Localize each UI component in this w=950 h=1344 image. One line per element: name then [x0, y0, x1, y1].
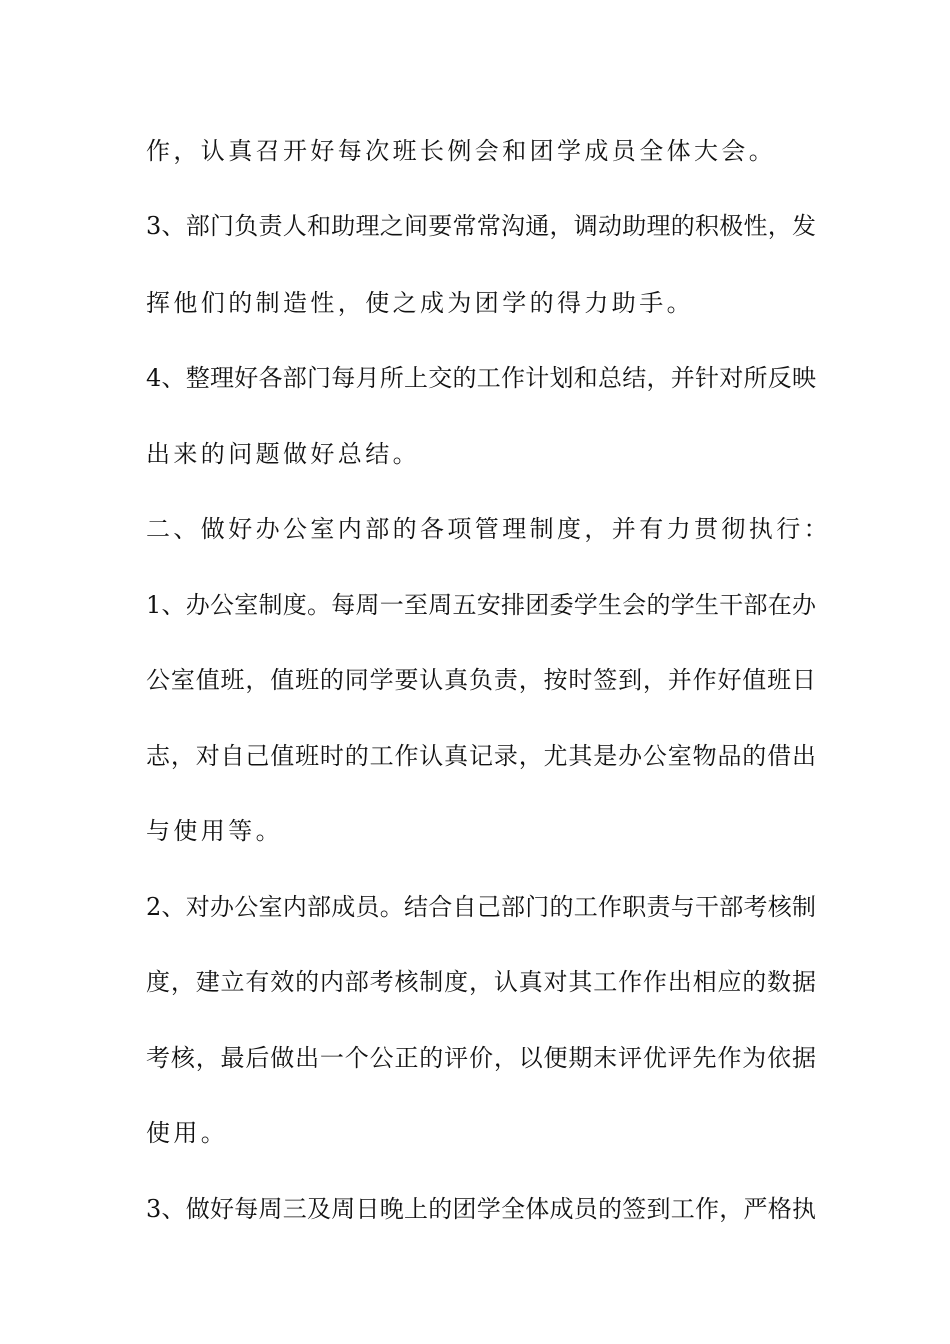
text-line: 与使用等。	[146, 817, 283, 845]
text-line: 3、做好每周三及周日晚上的团学全体成员的签到工作，严格执	[146, 1195, 816, 1223]
text-line: 2、对办公室内部成员。结合自己部门的工作职责与干部考核制	[146, 893, 816, 921]
text-line: 3、部门负责人和助理之间要常常沟通，调动助理的积极性，发	[146, 212, 816, 240]
text-line: 挥他们的制造性，使之成为团学的得力助手。	[146, 289, 694, 317]
text-line: 考核，最后做出一个公正的评价，以便期末评优评先作为依据	[146, 1044, 816, 1072]
section-heading: 二、做好办公室内部的各项管理制度，并有力贯彻执行：	[146, 515, 831, 543]
text-line: 使用。	[146, 1119, 229, 1147]
text-line: 志，对自己值班时的工作认真记录，尤其是办公室物品的借出	[146, 742, 816, 770]
text-line: 公室值班，值班的同学要认真负责，按时签到，并作好值班日	[146, 666, 816, 694]
text-line: 度，建立有效的内部考核制度，认真对其工作作出相应的数据	[146, 968, 816, 996]
text-line: 出来的问题做好总结。	[146, 440, 420, 468]
text-line: 4、整理好各部门每月所上交的工作计划和总结，并针对所反映	[146, 364, 816, 392]
text-line: 1、办公室制度。每周一至周五安排团委学生会的学生干部在办	[146, 591, 816, 619]
text-line: 作，认真召开好每次班长例会和团学成员全体大会。	[146, 137, 777, 165]
